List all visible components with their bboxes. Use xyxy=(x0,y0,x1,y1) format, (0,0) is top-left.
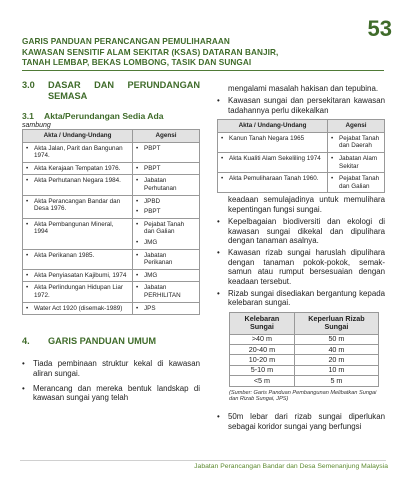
table-cell-agency xyxy=(133,142,200,162)
bullet-icon: • xyxy=(221,155,224,162)
law-entry xyxy=(221,175,324,183)
bullet-icon: • xyxy=(26,271,29,279)
agency-name: JPS xyxy=(144,304,156,312)
table-cell-reserve: 5 m xyxy=(294,376,378,386)
bullet-icon: • xyxy=(26,220,29,228)
agency-name: JMG xyxy=(144,271,158,279)
table-cell-river-width: 20-40 m xyxy=(230,345,295,355)
table-cell-law xyxy=(23,218,133,249)
table-cell-agency xyxy=(133,195,200,218)
table-cell-agency xyxy=(328,132,385,152)
table-cell-agency xyxy=(133,302,200,315)
list-item xyxy=(217,248,385,286)
bullet-icon: • xyxy=(136,164,139,172)
page-number: 53 xyxy=(367,16,392,41)
law-entry xyxy=(26,284,129,299)
agency-name: Jabatan Perhutanan xyxy=(144,177,177,192)
law-name: Akta Perlindungan Hidupan Liar 1972. xyxy=(34,284,123,299)
section-title: GARIS PANDUAN UMUM xyxy=(48,336,157,347)
agency-entry xyxy=(136,165,196,173)
table-row xyxy=(23,282,200,302)
agency-name: JPBD xyxy=(144,197,161,205)
bullet-icon: • xyxy=(136,271,139,279)
agency-name: PBPT xyxy=(144,208,161,216)
table-row xyxy=(230,334,379,344)
table-cell-river-width: <5 m xyxy=(230,376,295,386)
list-item-text: Rizab sungai disediakan bergantung kepada kelebaran sungai. xyxy=(228,289,385,308)
subsection-number: 3.1 xyxy=(22,111,34,121)
agency-name: PBPT xyxy=(144,144,161,152)
agency-name: PBPT xyxy=(144,164,161,172)
law-entry xyxy=(26,221,129,236)
footer-divider xyxy=(20,460,386,461)
list-item-text: Kawasan sungai dan persekitaran kawasan tadahannya perlu dikekalkan xyxy=(228,96,385,115)
list-item xyxy=(217,412,385,431)
river-reserve-table xyxy=(229,312,379,387)
agency-name: Pejabat Tanah dan Galian xyxy=(144,220,185,236)
bullet-icon: • xyxy=(331,134,334,142)
law-entry xyxy=(26,177,129,185)
guideline-list xyxy=(217,96,385,115)
law-entry xyxy=(221,135,324,143)
law-entry xyxy=(26,198,129,213)
table-row xyxy=(218,173,385,193)
table-row xyxy=(23,162,200,175)
agency-name: Pejabat Tanah dan Galian xyxy=(339,175,380,190)
document-title-line: TANAH LEMBAP, BEKAS LOMBONG, TASIK DAN SUNGAI xyxy=(22,58,252,67)
law-entry xyxy=(221,155,324,163)
agency-entry xyxy=(136,198,196,206)
bullet-icon: • xyxy=(136,220,139,228)
bullet-icon: • xyxy=(217,412,220,422)
table-row xyxy=(230,365,379,375)
table-cell-agency xyxy=(133,162,200,175)
continued-label: sambung xyxy=(22,122,51,129)
footer-text: Jabatan Perancangan Bandar dan Desa Semenanjung Malaysia xyxy=(194,463,388,470)
law-name: Akta Perancangan Bandar dan Desa 1976. xyxy=(34,197,121,213)
table-cell-law xyxy=(23,282,133,302)
law-name: Akta Pembangunan Mineral, 1994 xyxy=(34,220,114,236)
bullet-icon: • xyxy=(26,197,29,205)
bullet-icon: • xyxy=(136,284,139,292)
bullet-icon: • xyxy=(136,238,139,246)
bullet-icon: • xyxy=(136,144,139,152)
left-column xyxy=(22,80,200,406)
table-source-note: (Sumber: Garis Panduan Pembangunan Melibatkan Sungai dan Rizab Sungai, JPS) xyxy=(229,389,377,403)
guideline-list xyxy=(217,412,385,431)
section-title: DASAR DAN PERUNDANGAN SEMASA xyxy=(48,80,200,101)
list-item xyxy=(217,217,385,245)
table-cell-law xyxy=(218,173,328,193)
table-cell-law xyxy=(23,195,133,218)
agency-entry xyxy=(136,239,196,247)
agency-name: Jabatan Alam Sekitar xyxy=(339,155,378,170)
table-row xyxy=(23,302,200,315)
law-entry xyxy=(26,252,129,260)
agency-name: Jabatan Perikanan xyxy=(144,251,173,267)
list-item-text: 50m lebar dari rizab sungai diperlukan sebagai koridor sungai yang berfungsi xyxy=(228,412,385,431)
table-cell-reserve: 20 m xyxy=(294,355,378,365)
bullet-icon: • xyxy=(136,177,139,185)
column-header-river-width: Kelebaran Sungai xyxy=(230,312,295,334)
agency-entry xyxy=(331,155,381,170)
table-cell-agency xyxy=(133,218,200,249)
guideline-list xyxy=(22,359,200,403)
list-item-text: Kawasan rizab sungai haruslah dipulihara dengan tanaman pokok-pokok, semak-samun atau rumput bersesuaian dengan keadaan tersebut. xyxy=(228,248,385,286)
table-row xyxy=(218,132,385,152)
table-row xyxy=(23,269,200,282)
bullet-icon: • xyxy=(22,383,25,393)
law-name: Water Act 1920 (disemak-1989) xyxy=(34,304,123,312)
table-row xyxy=(230,376,379,386)
column-header-agency: Agensi xyxy=(133,130,200,143)
agency-entry xyxy=(136,221,196,236)
law-name: Akta Kerajaan Tempatan 1976. xyxy=(34,164,121,172)
table-cell-river-width: >40 m xyxy=(230,334,295,344)
list-item xyxy=(217,96,385,115)
table-cell-law xyxy=(23,249,133,269)
table-cell-reserve: 10 m xyxy=(294,365,378,375)
law-entry xyxy=(26,272,129,280)
table-cell-law xyxy=(218,153,328,173)
table-cell-agency xyxy=(133,249,200,269)
table-cell-law xyxy=(218,132,328,152)
law-name: Kanun Tanah Negara 1965 xyxy=(229,134,305,142)
right-column xyxy=(217,84,385,434)
section-4-heading xyxy=(22,336,200,347)
agency-name: Pejabat Tanah dan Daerah xyxy=(339,134,380,150)
document-title xyxy=(22,37,312,69)
list-item xyxy=(22,359,200,378)
table-row xyxy=(23,218,200,249)
table-cell-reserve: 40 m xyxy=(294,345,378,355)
column-header-law: Akta / Undang-Undang xyxy=(218,120,328,133)
subsection-3-1-heading xyxy=(22,111,200,121)
table-cell-agency xyxy=(133,175,200,195)
document-title-line: KAWASAN SENSITIF ALAM SEKITAR (KSAS) DATARAN BANJIR, xyxy=(22,47,279,57)
guideline-list xyxy=(217,217,385,308)
bullet-icon: • xyxy=(136,208,139,216)
table-cell-law xyxy=(23,175,133,195)
section-3-heading xyxy=(22,80,200,102)
list-item xyxy=(217,289,385,308)
subsection-title: Akta/Perundangan Sedia Ada xyxy=(44,111,164,121)
bullet-icon: • xyxy=(221,175,224,183)
bullet-icon: • xyxy=(26,251,29,259)
list-item-text: Tiada pembinaan struktur kekal di kawasan aliran sungai. xyxy=(33,359,200,378)
bullet-icon: • xyxy=(331,175,334,183)
bullet-icon: • xyxy=(26,177,29,185)
paragraph-text: mengalami masalah hakisan dan tepubina. xyxy=(228,84,379,93)
bullet-icon: • xyxy=(136,251,139,259)
bullet-icon: • xyxy=(136,304,139,312)
agency-entry xyxy=(136,177,196,192)
list-item-text: Merancang dan mereka bentuk landskap di kawasan sungai yang telah xyxy=(33,383,200,403)
list-item xyxy=(22,384,200,403)
law-name: Akta Perhutanan Negara 1984. xyxy=(34,177,121,185)
law-name: Akta Pemuliharaan Tanah 1960. xyxy=(229,175,319,183)
table-cell-agency xyxy=(328,173,385,193)
bullet-icon: • xyxy=(26,164,29,172)
table-row xyxy=(23,175,200,195)
table-cell-law xyxy=(23,162,133,175)
paragraph-text: keadaan semulajadinya untuk memulihara kepentingan fungsi sungai. xyxy=(228,195,385,214)
table-cell-law xyxy=(23,269,133,282)
table-cell-river-width: 10-20 m xyxy=(230,355,295,365)
bullet-icon: • xyxy=(136,197,139,205)
table-cell-agency xyxy=(133,282,200,302)
bullet-icon: • xyxy=(26,144,29,152)
column-header-reserve-requirement: Keperluan Rizab Sungai xyxy=(294,312,378,334)
bullet-icon: • xyxy=(26,284,29,292)
agency-entry xyxy=(136,145,196,153)
bullet-icon: • xyxy=(217,217,220,227)
agency-entry xyxy=(331,135,381,150)
law-entry xyxy=(26,145,129,160)
agency-name: JMG xyxy=(144,238,158,246)
bullet-icon: • xyxy=(217,248,220,258)
agency-entry xyxy=(136,305,196,313)
law-name: Akta Penyiasatan Kajibumi, 1974 xyxy=(34,271,127,279)
bullet-icon: • xyxy=(217,96,220,106)
table-row xyxy=(230,355,379,365)
law-entry xyxy=(26,165,129,173)
table-cell-law xyxy=(23,302,133,315)
law-name: Akta Jalan, Parit dan Bangunan 1974. xyxy=(34,144,123,160)
section-number: 4. xyxy=(22,336,30,347)
agency-entry xyxy=(136,272,196,280)
agency-name: Jabatan PERHILITAN xyxy=(144,284,181,299)
table-row xyxy=(218,153,385,173)
section-number: 3.0 xyxy=(22,80,35,90)
bullet-icon: • xyxy=(26,304,29,312)
agency-entry xyxy=(136,252,196,267)
table-cell-agency xyxy=(133,269,200,282)
bullet-icon: • xyxy=(331,155,334,162)
legislation-table xyxy=(22,129,200,315)
table-cell-law xyxy=(23,142,133,162)
table-row xyxy=(23,249,200,269)
document-title-line: GARIS PANDUAN PERANCANGAN PEMULIHARAAN xyxy=(22,37,230,46)
list-item-text: Kepelbagaian biodiversiti dan ekologi di kawasan sungai dikekal dan dipulihara dengan tanaman asalnya. xyxy=(228,217,385,245)
bullet-icon: • xyxy=(221,134,224,142)
law-name: Akta Kualiti Alam Sekeliling 1974 xyxy=(229,155,321,162)
agency-entry xyxy=(136,208,196,216)
law-name: Akta Perikanan 1985. xyxy=(34,251,95,259)
column-header-law: Akta / Undang-Undang xyxy=(23,130,133,143)
table-cell-river-width: 5-10 m xyxy=(230,365,295,375)
table-row xyxy=(23,142,200,162)
legislation-table-continued xyxy=(217,119,385,193)
bullet-icon: • xyxy=(22,359,25,369)
agency-entry xyxy=(136,284,196,299)
column-header-agency: Agensi xyxy=(328,120,385,133)
header-divider xyxy=(22,70,384,71)
table-cell-reserve: 50 m xyxy=(294,334,378,344)
agency-entry xyxy=(331,175,381,190)
bullet-icon: • xyxy=(217,289,220,299)
table-cell-agency xyxy=(328,153,385,173)
table-row xyxy=(23,195,200,218)
law-entry xyxy=(26,305,129,313)
table-row xyxy=(230,345,379,355)
